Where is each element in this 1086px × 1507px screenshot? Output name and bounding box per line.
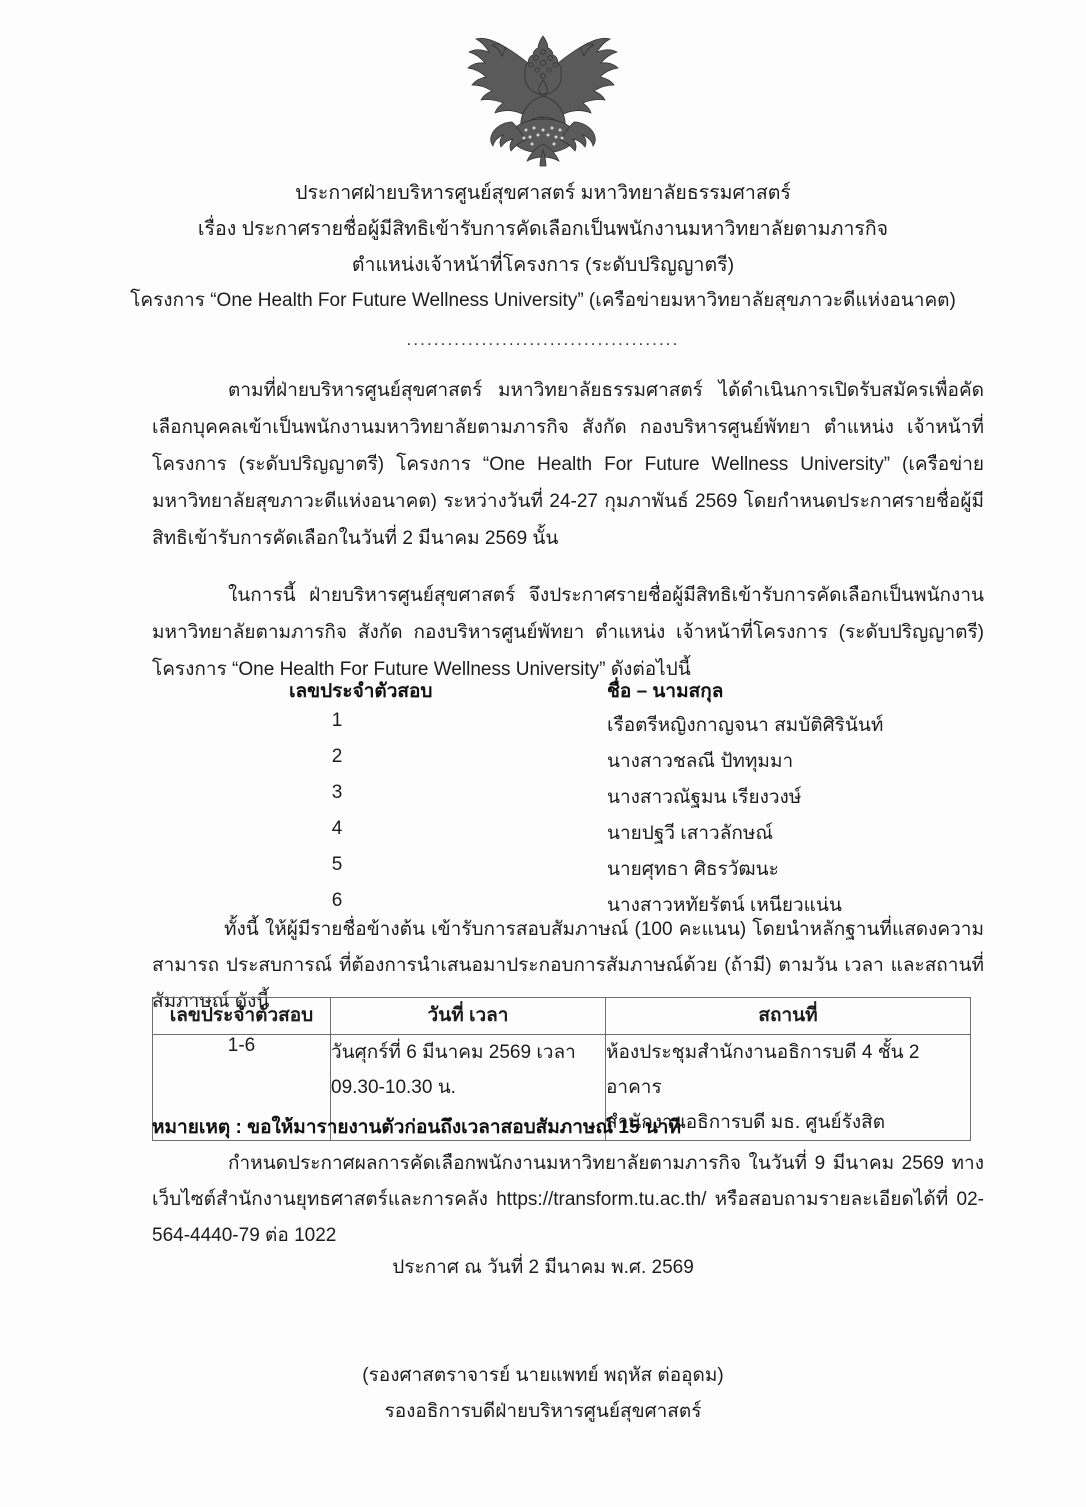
header-line-1: ประกาศฝ่ายบริหารศูนย์สุขศาสตร์ มหาวิทยาลัยธรรมศาสตร์ [295, 182, 791, 204]
garuda-emblem [460, 18, 626, 168]
table-header-datetime: วันที่ เวลา [331, 998, 606, 1035]
header-line-2: เรื่อง ประกาศรายชื่อผู้มีสิทธิเข้ารับการคัดเลือกเป็นพนักงานมหาวิทยาลัยตามภารกิจ [197, 218, 889, 240]
candidate-number: 3 [331, 782, 343, 803]
list-item [152, 710, 984, 746]
candidate-name: เรือตรีหญิงกาญจนา สมบัติศิรินันท์ [607, 715, 884, 736]
header-line-4: โครงการ “One Health For Future Wellness University” (เครือข่ายมหาวิทยาลัยสุขภาวะดีแห่งอนาคต) [130, 290, 956, 311]
interview-instruction-text: ทั้งนี้ ให้ผู้มีรายชื่อข้างต้น เข้ารับการสอบสัมภาษณ์ (100 คะแนน) โดยนำหลักฐานที่แสดงความสามารถ ประสบการณ์ ที่ต้องการนำเสนอมาประกอบการสัมภาษณ์ด้วย (ถ้ามี) ตามวัน เวลา และสถานที่ สัมภาษณ์ ดังนี้ [152, 919, 984, 1012]
candidate-number: 1 [331, 710, 343, 731]
candidate-name: นางสาวณัฐมน เรียงวงษ์ [607, 787, 802, 808]
table-header-location: สถานที่ [606, 998, 971, 1035]
header-line-3: ตำแหน่งเจ้าหน้าที่โครงการ (ระดับปริญญาตรี) [351, 254, 735, 276]
closing-paragraph [152, 1146, 984, 1254]
candidate-name: นางสาวหทัยรัตน์ เหนียวแน่น [607, 895, 842, 916]
location-line-2: สำนักงานอธิการบดี มธ. ศูนย์รังสิต [606, 1112, 886, 1133]
candidate-name: นายศุทธา ศิธรวัฒนะ [607, 859, 779, 880]
candidate-name: นายปฐวี เสาวลักษณ์ [607, 823, 774, 844]
candidate-list-header [152, 676, 984, 710]
header-separator: ........................................ [406, 330, 680, 349]
candidate-name: นางสาวชลณี ปัททุมมา [607, 751, 794, 772]
paragraph-background: ตามที่ฝ่ายบริหารศูนย์สุขศาสตร์ มหาวิทยาลัยธรรมศาสตร์ ได้ดำเนินการเปิดรับสมัครเพื่อคัดเลือกบุคคลเข้าเป็นพนักงานมหาวิทยาลัยตามภารกิจ สังกัด กองบริหารศูนย์พัทยา ตำแหน่ง เจ้าหน้าที่โครงการ (ระดับปริญญาตรี) โครงการ “One Health For Future Wellness University” (เครือข่ายมหาวิทยาลัยสุขภาวะดีแห่งอนาคต) ระหว่างวันที่ 24-27 กุมภาพันธ์ 2569 โดยกำหนดประกาศรายชื่อผู้มีสิทธิเข้ารับการคัดเลือกในวันที่ 2 มีนาคม 2569 นั้น [152, 380, 984, 549]
signature-block [0, 1358, 1086, 1430]
signatory-name: (รองศาสตราจารย์ นายแพทย์ พฤหัส ต่ออุดม) [362, 1365, 724, 1386]
candidate-number: 5 [331, 854, 343, 875]
datetime-line-1: วันศุกร์ที่ 6 มีนาคม 2569 เวลา [331, 1042, 576, 1063]
list-item [152, 782, 984, 818]
location-line-1: ห้องประชุมสำนักงานอธิการบดี 4 ชั้น 2 อาคาร [606, 1042, 920, 1098]
declaration-date: ประกาศ ณ วันที่ 2 มีนาคม พ.ศ. 2569 [392, 1257, 694, 1278]
table-header-exam-number: เลขประจำตัวสอบ [153, 998, 331, 1035]
cell-exam-number: 1-6 [153, 1035, 331, 1141]
document-header [60, 175, 1026, 319]
remark-note: หมายเหตุ : ขอให้มารายงานตัวก่อนถึงเวลาสอบสัมภาษณ์ 15 นาที [152, 1117, 682, 1138]
list-item [152, 818, 984, 854]
candidate-col-header-name: ชื่อ – นามสกุล [607, 681, 724, 702]
result-announcement-text: กำหนดประกาศผลการคัดเลือกพนักงานมหาวิทยาลัยตามภารกิจ ในวันที่ 9 มีนาคม 2569 ทางเว็บไซต์สำนักงานยุทธศาสตร์และการคลัง https://transform.tu.ac.th/ หรือสอบถามรายละเอียดได้ที่ 02-564-4440-79 ต่อ 1022 [152, 1153, 984, 1246]
paragraph-announcement: ในการนี้ ฝ่ายบริหารศูนย์สุขศาสตร์ จึงประกาศรายชื่อผู้มีสิทธิเข้ารับการคัดเลือกเป็นพนักงานมหาวิทยาลัยตามภารกิจ สังกัด กองบริหารศูนย์พัทยา ตำแหน่ง เจ้าหน้าที่โครงการ (ระดับปริญญาตรี) โครงการ “One Health For Future Wellness University” ดังต่อไปนี้ [152, 585, 984, 680]
datetime-line-2: 09.30-10.30 น. [331, 1077, 456, 1098]
list-item [152, 854, 984, 890]
table-header-row [153, 998, 971, 1035]
signatory-title: รองอธิการบดีฝ่ายบริหารศูนย์สุขศาสตร์ [384, 1401, 702, 1422]
emblem-container [0, 18, 1086, 173]
candidate-list [152, 676, 984, 926]
body-paragraphs [152, 372, 984, 688]
candidate-col-header-number: เลขประจำตัวสอบ [289, 681, 433, 702]
candidate-number: 4 [331, 818, 343, 839]
list-item [152, 746, 984, 782]
candidate-number: 6 [331, 890, 343, 911]
candidate-number: 2 [331, 746, 343, 767]
